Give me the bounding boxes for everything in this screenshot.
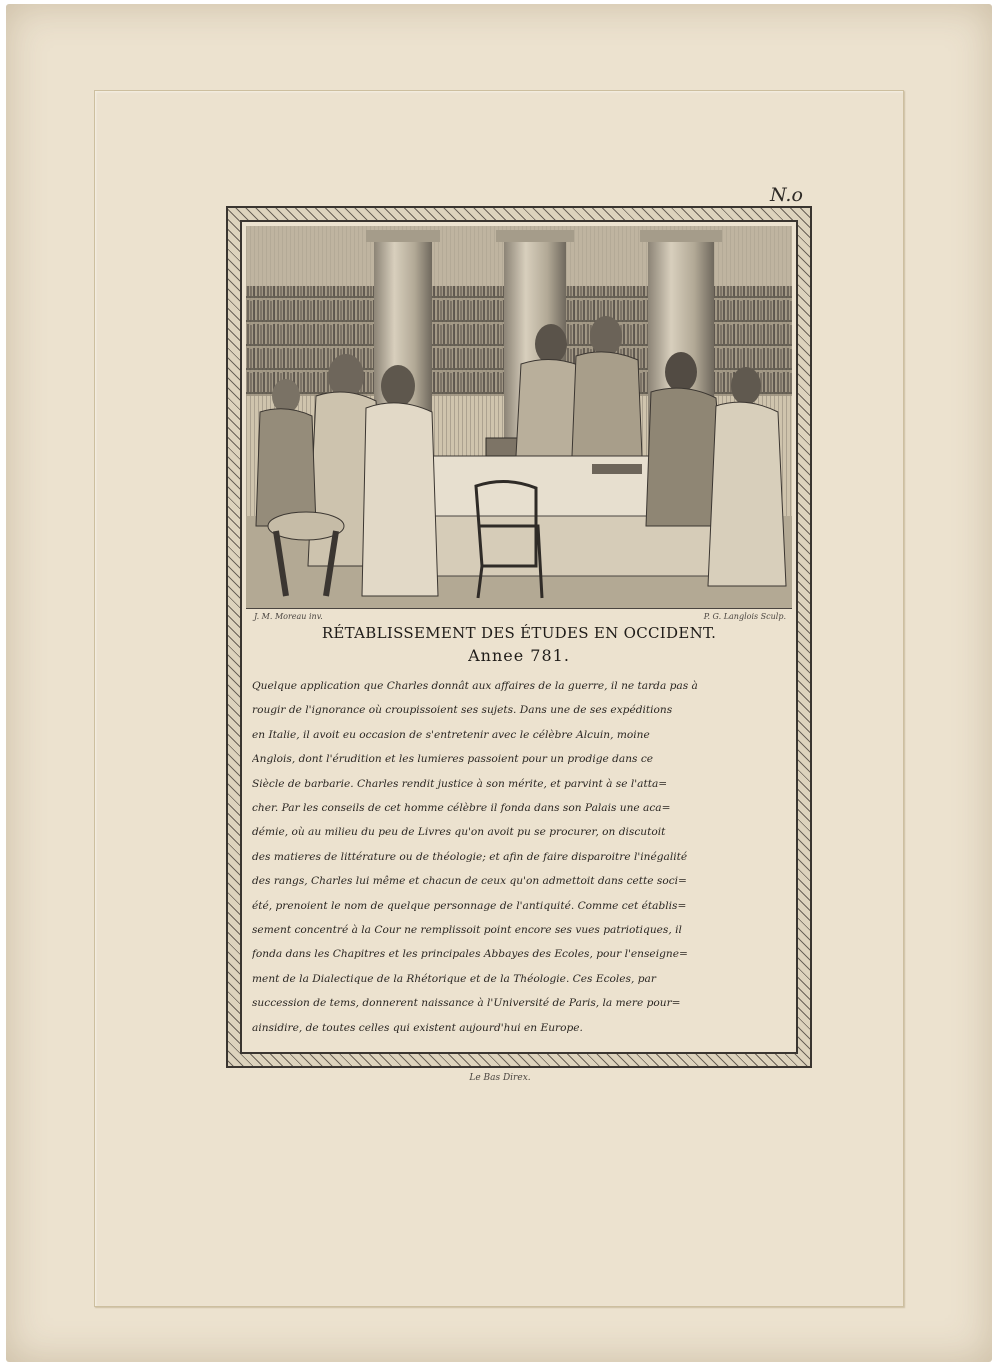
publisher-credit: Le Bas Direx. — [469, 1073, 531, 1083]
caption-line: ment de la Dialectique de la Rhétorique et de la Théologie. Ces Ecoles, par — [252, 972, 656, 985]
caption-line: démie, où au milieu du peu de Livres qu'on avoit pu se procurer, on discutoit — [252, 826, 666, 839]
caption-line: été, prenoient le nom de quelque personnage de l'antiquité. Comme cet établis= — [252, 899, 687, 912]
caption-line: fonda dans les Chapitres et les principales Abbayes des Ecoles, pour l'enseigne= — [252, 948, 688, 961]
plate-year: Annee 781. — [468, 646, 570, 665]
caption-line: sement concentré à la Cour ne remplissoit point encore ses vues patriotiques, il — [252, 924, 682, 937]
caption-line: rougir de l'ignorance où croupissoient ses sujets. Dans une de ses expéditions — [252, 704, 673, 717]
caption-line: en Italie, il avoit eu occasion de s'entretenir avec le célèbre Alcuin, moine — [252, 728, 650, 741]
engraving-panel — [240, 220, 798, 1054]
caption-line: des rangs, Charles lui même et chacun de ceux qu'on admettoit dans cette soci= — [252, 875, 687, 888]
engraved-scene — [246, 226, 792, 609]
caption-line: cher. Par les conseils de cet homme célèbre il fonda dans son Palais une aca= — [252, 802, 671, 815]
caption-line: Siècle de barbarie. Charles rendit justice à son mérite, et parvint à se l'atta= — [252, 777, 668, 790]
caption-line: ainsidire, de toutes celles qui existent aujourd'hui en Europe. — [252, 1021, 583, 1034]
caption-line: des matieres de littérature ou de théologie; et afin de faire disparoitre l'inégalité — [252, 850, 688, 863]
plate-number: N.o — [770, 184, 803, 206]
caption-line: Anglois, dont l'érudition et les lumieres passoient pour un prodige dans ce — [252, 753, 654, 766]
caption-line: Quelque application que Charles donnât aux affaires de la guerre, il ne tarda pas à — [252, 680, 698, 692]
library-scene-illustration — [246, 226, 792, 608]
plate-title: RÉTABLISSEMENT DES ÉTUDES EN OCCIDENT. — [321, 624, 717, 642]
caption-text — [252, 674, 788, 1040]
engraving-frame — [226, 206, 812, 1068]
designer-credit: J. M. Moreau inv. — [254, 612, 323, 621]
caption-line: succession de tems, donnerent naissance à l'Université de Paris, la mere pour= — [252, 997, 681, 1010]
engraver-credit: P. G. Langlois Sculp. — [703, 612, 786, 621]
